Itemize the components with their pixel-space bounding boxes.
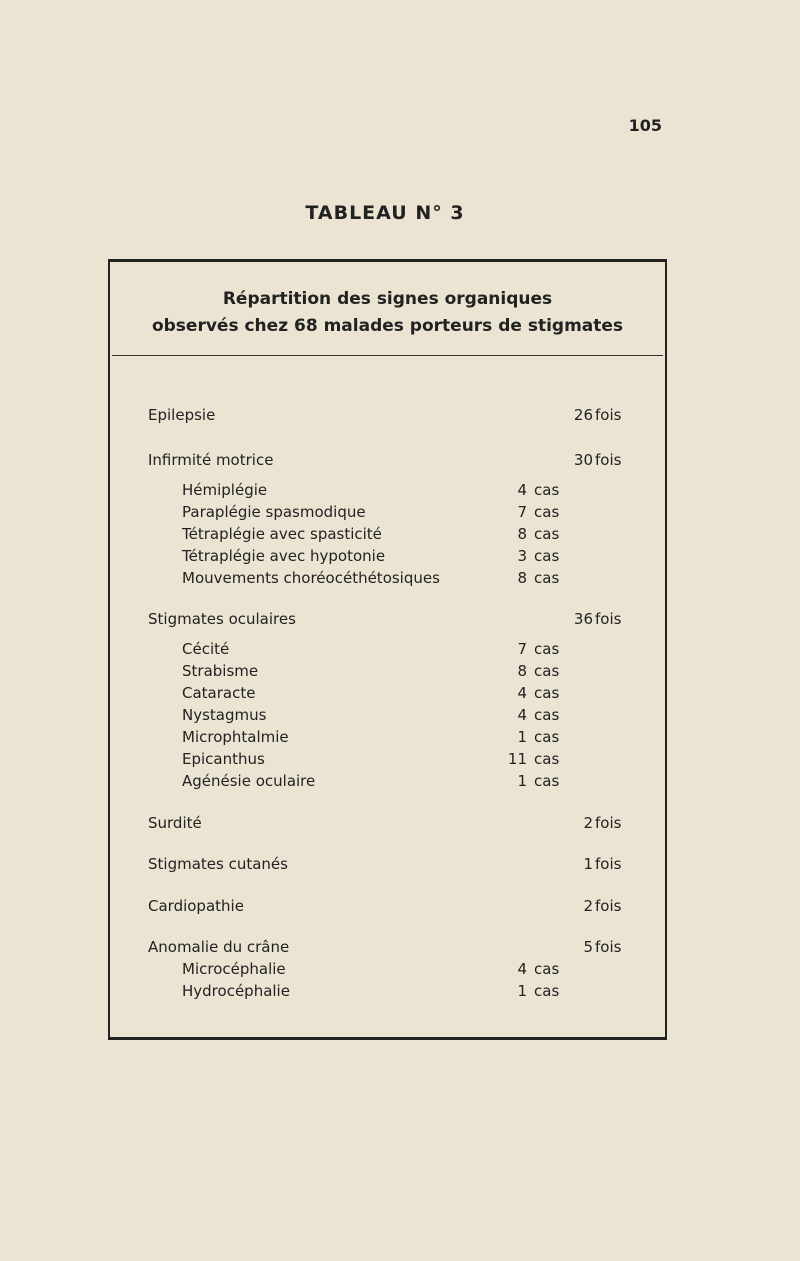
item-count: 1 — [517, 772, 527, 790]
item-row — [110, 980, 665, 1002]
unit-cas: cas — [534, 569, 560, 587]
item-label: Epicanthus — [182, 750, 265, 768]
unit-fois: fois — [595, 814, 622, 832]
item-count: 8 — [517, 525, 527, 543]
unit-cas: cas — [534, 772, 560, 790]
unit-fois: fois — [595, 938, 622, 956]
category-row — [110, 853, 665, 875]
item-count: 11 — [507, 750, 527, 768]
page-number: 105 — [628, 116, 662, 135]
item-label: Paraplégie spasmodique — [182, 503, 366, 521]
category-label: Epilepsie — [148, 406, 216, 424]
item-label: Hydrocéphalie — [182, 982, 290, 1000]
category-row — [110, 936, 665, 958]
item-row — [110, 638, 665, 660]
item-label: Hémiplégie — [182, 481, 268, 499]
item-label: Mouvements choréocéthétosiques — [182, 569, 440, 587]
item-row — [110, 726, 665, 748]
category-row — [110, 608, 665, 630]
unit-fois: fois — [595, 610, 622, 628]
unit-fois: fois — [595, 897, 622, 915]
unit-cas: cas — [534, 982, 560, 1000]
item-count: 4 — [517, 960, 527, 978]
category-row — [110, 895, 665, 917]
item-label: Cataracte — [182, 684, 256, 702]
unit-cas: cas — [534, 525, 560, 543]
item-count: 1 — [517, 982, 527, 1000]
item-row — [110, 958, 665, 980]
category-count: 2 — [583, 897, 593, 915]
category-count: 2 — [583, 814, 593, 832]
category-row — [110, 812, 665, 834]
item-label: Strabisme — [182, 662, 259, 680]
category-label: Cardiopathie — [148, 897, 244, 915]
category-count: 36 — [573, 610, 593, 628]
unit-cas: cas — [534, 960, 560, 978]
category-row — [110, 449, 665, 471]
unit-cas: cas — [534, 640, 560, 658]
table-heading-line-2: observés chez 68 malades porteurs de stigmates — [151, 316, 624, 336]
unit-cas: cas — [534, 503, 560, 521]
item-row — [110, 682, 665, 704]
category-label: Surdité — [148, 814, 202, 832]
unit-cas: cas — [534, 706, 560, 724]
unit-cas: cas — [534, 684, 560, 702]
item-row — [110, 523, 665, 545]
unit-fois: fois — [595, 406, 622, 424]
item-row — [110, 770, 665, 792]
item-label: Agénésie oculaire — [182, 772, 316, 790]
unit-fois: fois — [595, 855, 622, 873]
item-row — [110, 660, 665, 682]
item-count: 4 — [517, 706, 527, 724]
unit-cas: cas — [534, 481, 560, 499]
category-count: 5 — [583, 938, 593, 956]
category-row — [110, 404, 665, 426]
item-count: 4 — [517, 684, 527, 702]
table-frame — [108, 259, 667, 1040]
unit-cas: cas — [534, 662, 560, 680]
item-row — [110, 748, 665, 770]
item-label: Tétraplégie avec spasticité — [182, 525, 382, 543]
item-row — [110, 479, 665, 501]
item-count: 8 — [517, 662, 527, 680]
table-heading-line-1: Répartition des signes organiques — [222, 289, 553, 309]
item-row — [110, 567, 665, 589]
unit-cas: cas — [534, 750, 560, 768]
unit-fois: fois — [595, 451, 622, 469]
category-count: 30 — [573, 451, 593, 469]
item-row — [110, 545, 665, 567]
item-row — [110, 704, 665, 726]
unit-cas: cas — [534, 728, 560, 746]
item-count: 7 — [517, 503, 527, 521]
item-count: 3 — [517, 547, 527, 565]
category-label: Anomalie du crâne — [148, 938, 290, 956]
category-label: Infirmité motrice — [148, 451, 274, 469]
category-count: 26 — [573, 406, 593, 424]
item-label: Tétraplégie avec hypotonie — [182, 547, 386, 565]
table-heading — [110, 286, 665, 340]
category-label: Stigmates cutanés — [148, 855, 288, 873]
item-row — [110, 501, 665, 523]
item-count: 1 — [517, 728, 527, 746]
item-count: 7 — [517, 640, 527, 658]
item-label: Microcéphalie — [182, 960, 286, 978]
heading-divider — [112, 355, 663, 356]
unit-cas: cas — [534, 547, 560, 565]
category-label: Stigmates oculaires — [148, 610, 296, 628]
item-label: Cécité — [182, 640, 230, 658]
item-label: Nystagmus — [182, 706, 267, 724]
item-count: 8 — [517, 569, 527, 587]
item-count: 4 — [517, 481, 527, 499]
category-count: 1 — [583, 855, 593, 873]
table-title: TABLEAU N° 3 — [305, 202, 465, 224]
item-label: Microphtalmie — [182, 728, 289, 746]
